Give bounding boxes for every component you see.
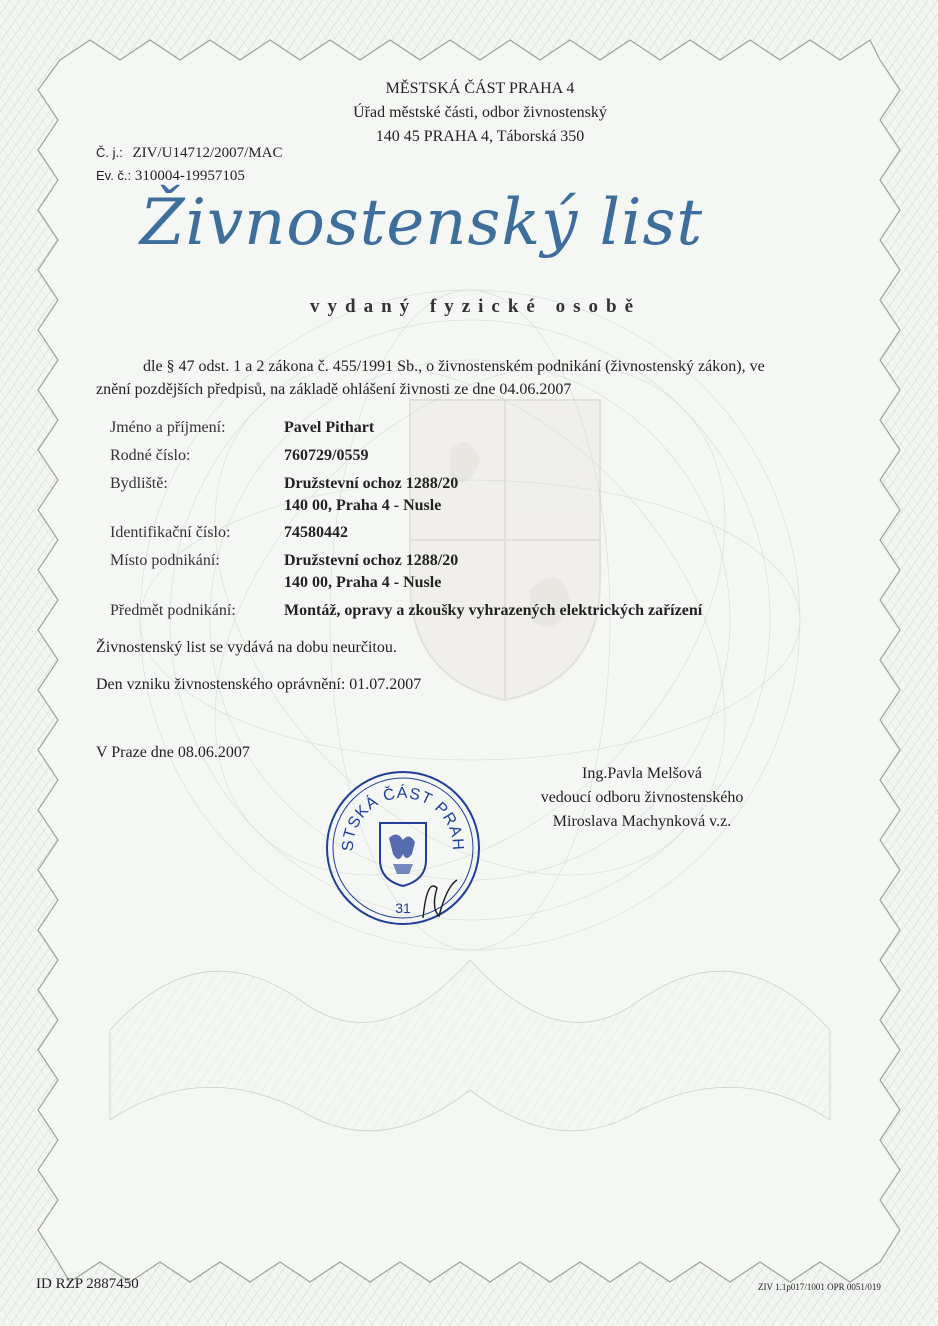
- business-place-label: Místo podnikání:: [110, 552, 220, 569]
- name-label: Jméno a příjmení:: [110, 419, 226, 436]
- issuer-line-2: Úřad městské části, odbor živnostenský: [353, 104, 607, 121]
- document-title: Živnostenský list: [140, 186, 704, 260]
- stamp-text: STSKÁ ČÁST PRAH: [339, 784, 467, 852]
- case-number-label: Č. j.:: [96, 145, 123, 160]
- business-subject-label: Předmět podnikání:: [110, 602, 236, 619]
- origin-date-statement: Den vzniku živnostenského oprávnění: 01.07.2007: [96, 676, 422, 693]
- registry-number-label: Ev. č.:: [96, 168, 132, 183]
- business-place-line-1: Družstevní ochoz 1288/20: [284, 552, 459, 569]
- stamp-shield-icon: [380, 823, 426, 886]
- issuer-line-1: MĚSTSKÁ ČÁST PRAHA 4: [385, 80, 575, 97]
- id-number-label: Identifikační číslo:: [110, 524, 231, 541]
- birth-number-label: Rodné číslo:: [110, 447, 191, 464]
- coat-of-arms-watermark: [410, 400, 600, 700]
- case-number-value: ZIV/U14712/2007/MAC: [132, 145, 283, 161]
- signatory-name: Ing.Pavla Melšová: [582, 765, 702, 782]
- place-and-date: V Praze dne 08.06.2007: [96, 744, 250, 761]
- signatory-position: vedoucí odboru živnostenského: [540, 789, 744, 806]
- registry-number: [96, 168, 245, 185]
- case-number: [96, 145, 282, 162]
- issuer-line-3: 140 45 PRAHA 4, Táborská 350: [375, 128, 585, 145]
- business-place-line-2: 140 00, Praha 4 - Nusle: [284, 574, 442, 591]
- intro-line-2: znění pozdějších předpisů, na základě ohlášení živnosti ze dne 04.06.2007: [96, 381, 572, 398]
- residence-line-1: Družstevní ochoz 1288/20: [284, 475, 459, 492]
- registry-number-value: 310004-19957105: [134, 168, 245, 184]
- signatory-deputy: Miroslava Machynková v.z.: [552, 813, 732, 830]
- document-subtitle: vydaný fyzické osobě: [310, 296, 641, 317]
- stamp-number: 31: [395, 900, 411, 916]
- handwritten-signature: [423, 880, 457, 918]
- birth-number-value: 760729/0559: [284, 447, 369, 464]
- residence-label: Bydliště:: [110, 475, 168, 492]
- intro-line-1: dle § 47 odst. 1 a 2 zákona č. 455/1991 Sb., o živnostenském podnikání (živnostenský zákon), ve: [143, 358, 765, 375]
- validity-statement: Živnostenský list se vydává na dobu neurčitou.: [96, 639, 397, 656]
- id-number-value: 74580442: [284, 524, 348, 541]
- form-code: ZIV 1.1p017/1001 OPR 0051/019: [758, 1282, 881, 1292]
- business-subject-value: Montáž, opravy a zkoušky vyhrazených elektrických zařízení: [284, 602, 703, 619]
- residence-line-2: 140 00, Praha 4 - Nusle: [284, 497, 442, 514]
- official-stamp: [323, 768, 483, 928]
- name-value: Pavel Pithart: [284, 419, 375, 436]
- rzp-id: ID RZP 2887450: [36, 1276, 139, 1292]
